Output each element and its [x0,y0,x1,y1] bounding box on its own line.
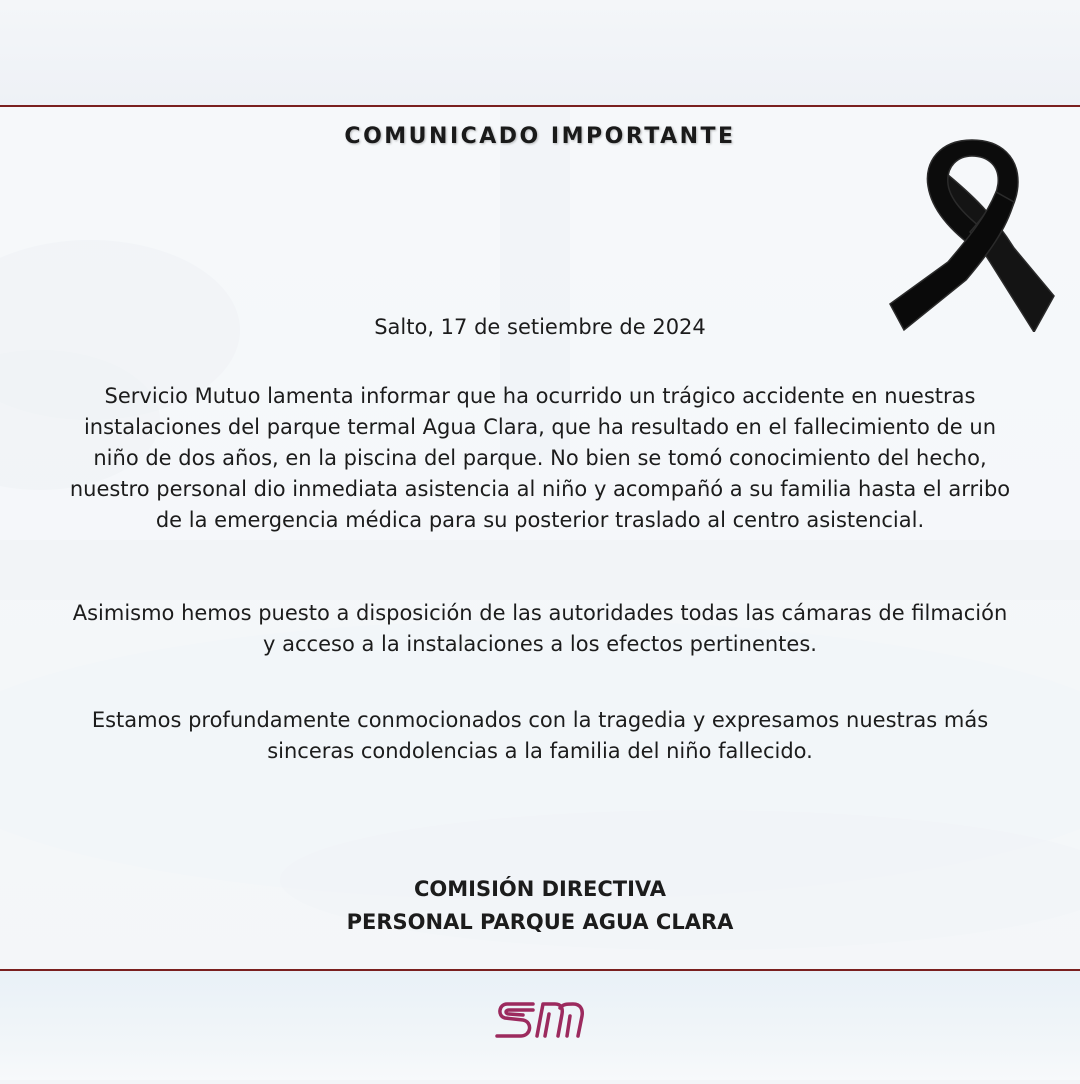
paragraph-accident [0,381,1080,536]
paragraph-line: de la emergencia médica para su posterior traslado al centro asistencial. [155,508,925,532]
signature-line-board: COMISIÓN DIRECTIVA [413,877,667,901]
top-band [0,0,1080,106]
paragraph-line: nuestro personal dio inmediata asistencia al niño y acompañó a su familia hasta el arribo [69,477,1011,501]
top-divider [0,105,1080,107]
paragraph-line: Asimismo hemos puesto a disposición de las autoridades todas las cámaras de filmación [72,601,1008,625]
paragraph-line: y acceso a la instalaciones a los efectos pertinentes. [263,632,817,656]
mourning-ribbon-icon [884,136,1060,332]
paragraph-line: Servicio Mutuo lamenta informar que ha ocurrido un trágico accidente en nuestras [104,384,976,408]
date-line: Salto, 17 de setiembre de 2024 [374,315,706,339]
paragraph-condolences [0,705,1080,767]
signature-line-staff: PERSONAL PARQUE AGUA CLARA [346,910,734,934]
paragraph-line: Estamos profundamente conmocionados con la tragedia y expresamos nuestras más [91,708,989,732]
sm-logo-mark [493,996,587,1044]
paragraph-line: instalaciones del parque termal Agua Clara, que ha resultado en el fallecimiento de un [83,415,997,439]
paragraph-line: sinceras condolencias a la familia del niño fallecido. [267,739,813,763]
page-title: COMUNICADO IMPORTANTE [344,124,736,149]
paragraph-cameras [0,598,1080,660]
signature-block [0,873,1080,939]
paragraph-line: niño de dos años, en la piscina del parque. No bien se tomó conocimiento del hecho, [93,446,987,470]
bottom-divider [0,969,1080,971]
sm-logo [493,996,587,1044]
